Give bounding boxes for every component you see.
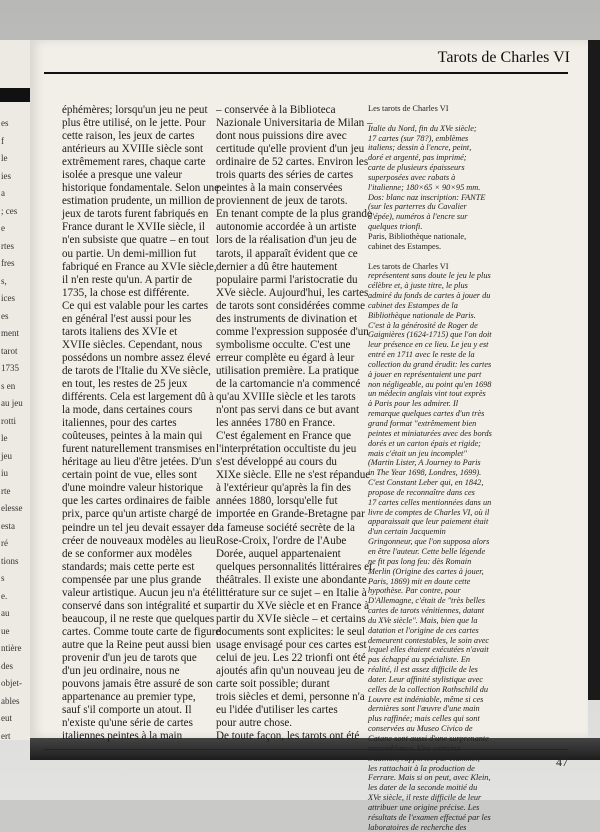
text-line: furent naturellement transmises en bbox=[62, 443, 216, 456]
previous-page-fragment: ert bbox=[1, 730, 11, 740]
text-column-2 bbox=[216, 104, 373, 743]
previous-page-header-bar bbox=[0, 88, 30, 102]
sidebar-text-line: (Martin Lister, A Journey to Paris bbox=[368, 458, 481, 468]
text-line: les années 1780 en France. bbox=[216, 417, 336, 430]
text-line: années 1880, lorsqu'elle fut bbox=[216, 495, 338, 508]
sidebar-text-line: les dater de la seconde moitié du bbox=[368, 783, 478, 793]
text-line: s'est développé au cours du bbox=[216, 456, 337, 469]
sidebar-text-line: attribuer une origine précise. Les bbox=[368, 802, 480, 812]
sidebar-text-line: dorés et un carton épais et rigide; bbox=[368, 438, 481, 448]
sidebar-text-line bbox=[368, 114, 568, 124]
previous-page-fragment: ntière bbox=[1, 643, 22, 653]
previous-page-fragment: es bbox=[1, 118, 9, 128]
text-line: compensée par une plus grande bbox=[62, 573, 202, 586]
text-line: extrêmement rares, chaque carte bbox=[62, 156, 206, 169]
text-line: peintes à la main conservées bbox=[216, 182, 343, 195]
text-line: XIXe siècle. Elle ne s'est répandue bbox=[216, 469, 371, 482]
text-line: XVIIe siècles. Cependant, nous bbox=[62, 338, 203, 351]
text-line: – conservée à la Biblioteca bbox=[216, 104, 336, 116]
text-line: fabriqué en France au XVIe siècle, bbox=[62, 260, 217, 273]
sidebar-text-line: conservées au Museo Civico de bbox=[368, 724, 473, 734]
text-line: valeur artistique. Aucun jeu n'a été bbox=[62, 586, 216, 599]
previous-page-fragment: a bbox=[1, 188, 5, 198]
previous-page-fragment: des bbox=[1, 660, 13, 671]
text-line: qu'au XVIIIe siècle et les tarots bbox=[216, 391, 356, 404]
sidebar-text-line: résultats de l'examen effectué par les bbox=[368, 812, 491, 822]
previous-page-fragment: tarot bbox=[1, 345, 18, 356]
previous-page-fragment: ment bbox=[1, 328, 19, 338]
sidebar-text-line: peintes et miniaturées avec des bords bbox=[368, 428, 492, 438]
sidebar-text-line: tradition, rapportée par Hummel, bbox=[368, 753, 480, 763]
sidebar-text-line: laboratoires de recherche des bbox=[368, 822, 467, 832]
sidebar-text-line: Les tarots de Charles VI bbox=[368, 104, 449, 113]
text-line: comme l'expression supposée d'un bbox=[216, 325, 369, 338]
sidebar-text-line: Ferrare. Mais si on peut, avec Klein, bbox=[368, 773, 491, 783]
sidebar-text-line: Gaignières (1624-1715) que l'on doit bbox=[368, 330, 492, 340]
sidebar-text-line: hypothèse. Par contre, pour bbox=[368, 586, 461, 596]
sidebar-text-line: (sur les parterres du Cavalier bbox=[368, 202, 467, 212]
text-line: Ce qui est valable pour les cartes bbox=[62, 299, 209, 312]
previous-page-fragment: rotti bbox=[1, 415, 16, 426]
text-line: France durant le XVIIe siècle, il bbox=[62, 221, 205, 234]
text-line: pouvons jamais être assuré de son bbox=[62, 678, 213, 691]
previous-page-fragment: ables bbox=[1, 695, 20, 706]
sidebar-text-line: dernières sont l'œuvre d'une main bbox=[368, 704, 480, 714]
header-rule bbox=[44, 72, 568, 74]
text-line: pour autre chose. bbox=[216, 717, 293, 730]
text-line: trois quarts des séries de cartes bbox=[216, 169, 354, 182]
previous-page-fragment: au jeu bbox=[1, 398, 23, 408]
text-line: ajoutés afin qu'un nouveau jeu de bbox=[216, 665, 365, 678]
text-line: provenir d'un jeu de tarots que bbox=[62, 651, 197, 664]
text-line: cartes. Comme toute carte de figure bbox=[62, 625, 221, 638]
sidebar-text-line: Catane sont aussi d'une surprenante bbox=[368, 734, 489, 743]
sidebar-text-line: Merlin (Origine des cartes à jouer, bbox=[368, 566, 484, 576]
text-column-1 bbox=[62, 104, 221, 743]
text-line: antérieurs au XVIIIe siècle sont bbox=[62, 143, 204, 156]
text-line: italiennes, pour des cartes bbox=[62, 417, 177, 430]
text-line: usage envisagé pour ces cartes est bbox=[216, 638, 367, 651]
sidebar-text-line: grand format "extrêmement bien bbox=[368, 419, 477, 428]
sidebar-text-line: Les tarots de Charles VI bbox=[368, 261, 449, 271]
previous-page-fragment: ré bbox=[1, 538, 8, 548]
footer-rule bbox=[44, 749, 568, 750]
previous-page-fragment: eut bbox=[1, 713, 12, 723]
text-line: partir du XVe siècle et en France à bbox=[216, 599, 370, 612]
sidebar-text-line: carte de plusieurs épaisseurs bbox=[368, 163, 465, 173]
sidebar-text-line: superposées avec rabats à bbox=[368, 172, 456, 182]
sidebar-text-line: non négligeable, au point qu'en 1698 bbox=[368, 379, 492, 389]
text-line: partir du XVIe siècle – et certains bbox=[216, 612, 366, 625]
text-line: théâtrales. Il existe une abondante bbox=[216, 573, 367, 586]
text-line: Dorée, auquel appartenaient bbox=[216, 547, 341, 560]
text-line: En tenant compte de la plus grande bbox=[216, 208, 372, 221]
text-line: celui de jeu. Les 22 trionfi ont été bbox=[216, 651, 366, 664]
sidebar-text-line: apparaissait que leur paiement était bbox=[368, 517, 489, 527]
sidebar-text-line: admiré du fonds de cartes à jouer du bbox=[368, 291, 491, 301]
text-line: différents. Cela est largement dû à bbox=[62, 391, 214, 404]
sidebar-text-line: collection du grand érudit: les cartes bbox=[368, 359, 492, 369]
text-line: n'ont pas servi dans ce but avant bbox=[216, 404, 360, 417]
sidebar-text-line: C'est Constant Leber qui, en 1842, bbox=[368, 478, 484, 488]
sidebar-text-line: à Paris pour les admirer. Il bbox=[368, 399, 459, 409]
sidebar-text-line: à jouer en représentaient une part bbox=[368, 369, 482, 379]
previous-page-fragment: ices bbox=[1, 293, 15, 303]
sidebar-text-line: entré en 1711 avec le reste de la bbox=[368, 350, 475, 360]
text-line: erreur complète eu égard à leur bbox=[216, 351, 355, 364]
sidebar-text-line: 17 cartes celles mentionnées dans un bbox=[368, 497, 492, 507]
text-line: il n'en reste qu'un. A partir de bbox=[62, 273, 193, 286]
page-number: 47 bbox=[556, 755, 568, 769]
book-cover-edge bbox=[588, 40, 600, 700]
text-line: standards; mais cette perte est bbox=[62, 560, 195, 573]
text-line: sauf s'il comporte un atout. Il bbox=[62, 704, 192, 717]
text-line: Rose-Croix, l'ordre de l'Aube bbox=[216, 534, 347, 547]
previous-page-fragment: elesse bbox=[1, 503, 23, 513]
text-line: jeux de tarots furent fabriqués en bbox=[62, 208, 209, 221]
text-line: tarots italiens des XVIe et bbox=[62, 325, 178, 338]
sidebar-column bbox=[368, 104, 568, 832]
text-line: la mode, dans certaines cours bbox=[62, 404, 193, 417]
previous-page-fragment: ; ces bbox=[1, 205, 18, 216]
sidebar-text-line: Dos: blanc naz inscription: FANTE bbox=[368, 192, 486, 202]
sidebar-text-line: doré et argenté, pas imprimé; bbox=[368, 153, 467, 163]
text-line: possédons un nombre assez élevé bbox=[62, 351, 211, 364]
sidebar-text-line: cabinet des Estampes. bbox=[368, 241, 442, 251]
previous-page-fragment: es bbox=[1, 310, 9, 321]
sidebar-text-line: l'italienne; 180×65 × 90×95 mm. bbox=[368, 182, 481, 192]
previous-page-fragment: s, bbox=[1, 275, 7, 286]
book-page bbox=[30, 40, 588, 832]
text-line: que les cartes ordinaires de faible bbox=[62, 495, 211, 508]
previous-page-fragment: ue bbox=[1, 625, 10, 636]
text-line: d'une moindre valeur historique bbox=[62, 482, 203, 495]
sidebar-text-line: Paris, 1869) mit en doute cette bbox=[368, 576, 471, 586]
sidebar-text-line: Paris, Bibliothèque nationale, bbox=[368, 231, 467, 241]
sidebar-text-line: d'épée), numéros à l'encre sur bbox=[368, 212, 468, 222]
text-line: dernier a dû être hautement bbox=[216, 260, 338, 273]
text-line: C'est également en France que bbox=[216, 430, 352, 443]
previous-page-edge bbox=[0, 40, 31, 740]
sidebar-text-line: in The Year 1698, Londres, 1699). bbox=[368, 468, 482, 478]
text-line: Nazionale Universitaria de Milan – bbox=[216, 117, 373, 130]
sidebar-text-line: dater. Leur affinité stylistique avec bbox=[368, 674, 483, 684]
text-line: lors de la réalisation d'un jeu de bbox=[216, 234, 357, 247]
sidebar-text-line: du XVe siècle". Mais, bien que la bbox=[368, 615, 478, 625]
text-line: autonomie accordée à un artiste bbox=[216, 221, 357, 234]
sidebar-text-line: Gringonneur, que l'on supposa alors bbox=[368, 537, 490, 547]
text-line: De toute façon, les tarots ont été bbox=[216, 730, 360, 743]
sidebar-text-line: datation et l'origine de ces cartes bbox=[368, 625, 479, 635]
text-line: la fameuse société secrète de la bbox=[216, 521, 355, 534]
text-line: XVe siècle. Aujourd'hui, les cartes bbox=[216, 286, 369, 299]
previous-page-fragment: objet- bbox=[1, 678, 22, 688]
sidebar-text-line: plus raffinée; mais celles qui sont bbox=[368, 714, 480, 724]
text-line: dont nous puissions dire avec bbox=[216, 130, 347, 143]
text-line: italiennes peintes à la main bbox=[62, 730, 183, 743]
text-line: cette raison, les jeux de cartes bbox=[62, 130, 195, 143]
previous-page-fragment: ies bbox=[1, 170, 11, 181]
text-line: de se conformer aux modèles bbox=[62, 547, 192, 560]
text-line: historique fondamentale. Selon une bbox=[62, 182, 220, 195]
text-line: plus être utilisé, on le jette. Pour bbox=[62, 117, 206, 130]
text-line: en tout, les restes de 25 jeux bbox=[62, 377, 188, 390]
sidebar-text-line: Louvre est indéniable, même si ces bbox=[368, 694, 484, 704]
previous-page-fragment: iu bbox=[1, 468, 9, 478]
text-line: conservé dans son intégralité et sur bbox=[62, 599, 218, 612]
previous-page-fragment: jeu bbox=[1, 450, 12, 461]
text-line: populaire parmi l'aristocratie du bbox=[216, 273, 358, 286]
sidebar-text-line: réalité, il est assez difficile de les bbox=[368, 665, 478, 675]
previous-page-fragment: le bbox=[1, 153, 8, 163]
text-line: créer de nouveaux modèles au lieu bbox=[62, 534, 216, 547]
text-line: symbolisme occulte. C'est une bbox=[216, 338, 351, 351]
text-line: en général l'est aussi pour les bbox=[62, 312, 192, 325]
text-line: ordinaire de 52 cartes. Environ les bbox=[216, 156, 369, 169]
previous-page-fragment: esta bbox=[1, 520, 15, 531]
text-line: d'un jeu ordinaire, nous ne bbox=[62, 665, 180, 678]
sidebar-text-line: D'Allemagne, c'était de "très belles bbox=[368, 596, 485, 606]
previous-page-fragment: s bbox=[1, 573, 5, 583]
sidebar-text-line bbox=[368, 252, 568, 262]
previous-page-fragment: s en bbox=[1, 380, 16, 391]
text-line: estimation prudente, un million de bbox=[62, 195, 215, 208]
sidebar-text-line: celles de la collection Rothschild du bbox=[368, 684, 489, 694]
text-line: de la cartomancie n'a commencé bbox=[216, 377, 361, 390]
text-line: trois siècles et demi, personne n'a bbox=[216, 691, 365, 704]
text-line: des instruments de divination et bbox=[216, 312, 358, 325]
sidebar-text-line: représentent sans doute le jeu le plus bbox=[368, 271, 491, 281]
text-line: documents sont explicites: le seul bbox=[216, 625, 366, 638]
sidebar-text-line: ressemblance. Une certaine bbox=[368, 743, 461, 753]
sidebar-text-line: mais c'était un jeu incomplet" bbox=[368, 448, 467, 458]
text-line: à l'extérieur qu'après la fin des bbox=[216, 482, 351, 495]
text-line: appartenance au premier type, bbox=[62, 691, 196, 704]
previous-page-fragment: tions bbox=[1, 555, 19, 566]
sidebar-text-line: leur présence en ce lieu. Le jeu y est bbox=[368, 340, 489, 350]
sidebar-text-line: quelques trionfi. bbox=[368, 222, 423, 232]
previous-page-fragment: e bbox=[1, 223, 5, 233]
sidebar-text-line: célèbre et, à juste titre, le plus bbox=[368, 281, 468, 291]
text-line: n'en subsiste que quatre – en tout bbox=[62, 234, 209, 247]
text-line: importée en Grande-Bretagne par bbox=[216, 508, 365, 521]
sidebar-text-line: pas échappé au spécialiste. En bbox=[368, 655, 471, 665]
previous-page-fragment: au bbox=[1, 608, 10, 618]
sidebar-text-line: italiens; dessin à l'encre, peint, bbox=[368, 143, 472, 153]
text-line: l'interprétation occultiste du jeu bbox=[216, 443, 357, 456]
text-line: de tarots sont considérées comme bbox=[216, 299, 366, 312]
sidebar-text-line: XVe siècle, il reste difficile de leur bbox=[368, 793, 482, 803]
text-line: autre que la Reine peut aussi bien bbox=[62, 638, 212, 651]
sidebar-text-line: livre de comptes de Charles VI, où il bbox=[368, 507, 490, 517]
sidebar-text-line: propose de reconnaître dans ces bbox=[368, 487, 475, 497]
previous-page-fragment: e. bbox=[1, 590, 8, 601]
text-line: quelques personnalités littéraires et bbox=[216, 560, 373, 573]
previous-page-fragment: f bbox=[1, 135, 4, 146]
text-line: certitude qu'elle provient d'un jeu bbox=[216, 143, 365, 156]
text-line: éphémères; lorsqu'un jeu ne peut bbox=[62, 104, 208, 116]
text-line: beaucoup, il ne reste que quelques bbox=[62, 612, 215, 625]
text-line: héritage au lieu d'être jetées. D'un bbox=[62, 456, 212, 469]
previous-page-fragment: fres bbox=[1, 258, 15, 268]
sidebar-text-line: Bibliothèque nationale de Paris. bbox=[368, 310, 476, 320]
sidebar-text-line: 17 cartes (sur 78?), emblèmes bbox=[368, 133, 469, 143]
sidebar-text-line: ne fit pas long feu: dès Romain bbox=[368, 556, 472, 566]
text-line: coûteuses, peintes à la main qui bbox=[62, 430, 203, 443]
text-line: utilisation première. La pratique bbox=[216, 364, 359, 377]
previous-page-fragment: rtes bbox=[1, 240, 14, 251]
text-line: 1735, la chose est différente. bbox=[62, 286, 190, 299]
sidebar-text-line: cabinet des Estampes de la bbox=[368, 300, 458, 310]
sidebar-text-line: cartes de tarots vénitiennes, datant bbox=[368, 606, 485, 616]
sidebar-text-line: d'un certain Jacquemin bbox=[368, 527, 446, 537]
sidebar-text-line: lequel elles étaient exécutées n'avait bbox=[368, 645, 489, 655]
previous-page-fragment: rte bbox=[1, 485, 11, 496]
sidebar-text-line: C'est à la générosité de Roger de bbox=[368, 320, 478, 330]
text-line: peindre un tel jeu devait essayer de bbox=[62, 521, 218, 534]
sidebar-text-line: demeurent contestables, le soin avec bbox=[368, 635, 490, 645]
text-line: certain point de vue, elles sont bbox=[62, 469, 197, 482]
text-line: tarots, il apparaît évident que ce bbox=[216, 247, 358, 260]
text-line: isolée a presque une valeur bbox=[62, 169, 183, 182]
sidebar-text-line: remarque quelques cartes d'un très bbox=[368, 409, 485, 419]
text-line: ou partie. Un demi-million fut bbox=[62, 247, 197, 260]
text-line: n'existe qu'une série de cartes bbox=[62, 717, 193, 730]
text-line: carte soit possible; durant bbox=[216, 678, 330, 691]
page-header-title: Tarots de Charles VI bbox=[437, 49, 570, 66]
previous-page-fragment: le bbox=[1, 433, 8, 443]
sidebar-text-line: Italie du Nord, fin du XVe siècle; bbox=[368, 123, 477, 133]
sidebar-text-line: les rattachait à la production de bbox=[368, 763, 475, 773]
text-line: littérature sur ce sujet – en Italie à bbox=[216, 586, 367, 599]
text-line: prix, parce qu'un artiste chargé de bbox=[62, 508, 212, 521]
sidebar-text-line: un médecin anglais vint tout exprès bbox=[368, 389, 486, 399]
text-line: de tarots de l'Italie du XVe siècle, bbox=[62, 364, 211, 377]
text-line: proviennent de jeux de tarots. bbox=[216, 195, 348, 208]
previous-page-fragment: 1735 bbox=[1, 363, 19, 373]
text-line: eu l'idée d'utiliser les cartes bbox=[216, 704, 338, 717]
sidebar-text-line: en être l'auteur. Cette belle légende bbox=[368, 546, 486, 556]
